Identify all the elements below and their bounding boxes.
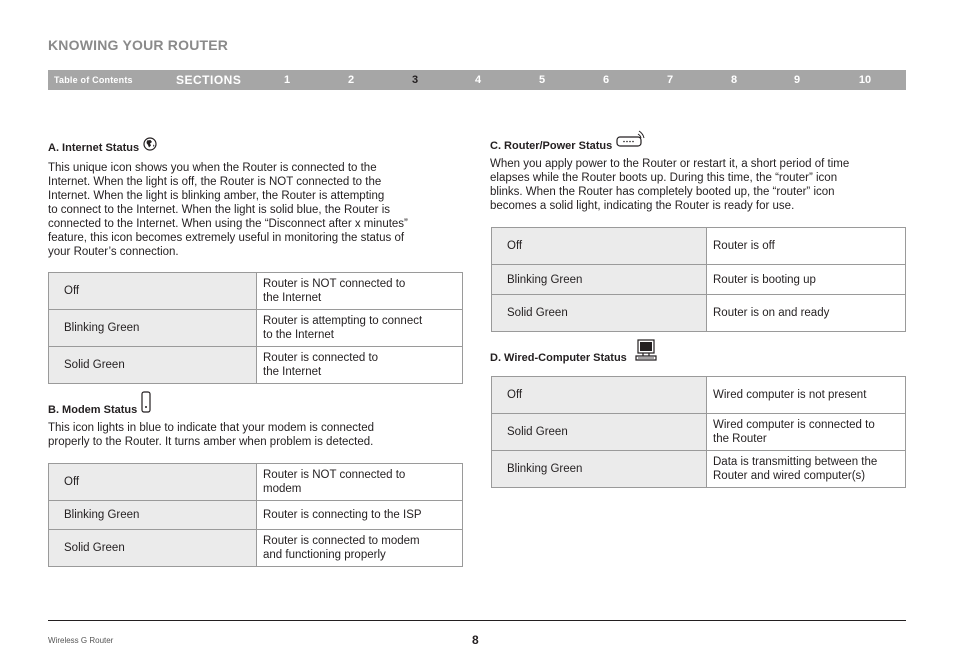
- internet-status-heading-text: A. Internet Status: [48, 142, 140, 154]
- section-link-1[interactable]: 1: [283, 74, 291, 86]
- description-line: When you apply power to the Router or restart it, a short period of time: [490, 158, 850, 170]
- meaning-cell: Router is NOT connected to the Internet: [257, 273, 463, 310]
- globe-icon: [143, 137, 157, 154]
- meaning-cell: Router is on and ready: [707, 295, 906, 332]
- modem-status-heading-text: B. Modem Status: [48, 404, 138, 416]
- description-line: This icon lights in blue to indicate that your modem is connected: [48, 422, 375, 434]
- section-link-3[interactable]: 3: [411, 74, 419, 86]
- table-row: [492, 414, 906, 451]
- state-cell: Solid Green: [49, 347, 257, 384]
- page-section-title: KNOWING YOUR ROUTER: [48, 37, 229, 53]
- state-cell: Off: [49, 464, 257, 501]
- description-line: properly to the Router. It turns amber when problem is detected.: [48, 436, 374, 448]
- state-cell: Off: [492, 377, 707, 414]
- modem-status-description: [48, 421, 374, 449]
- meaning-cell: Wired computer is connected to the Router: [707, 414, 906, 451]
- router-status-heading-text: C. Router/Power Status: [490, 140, 613, 152]
- description-line: This unique icon shows you when the Router is connected to the: [48, 162, 377, 174]
- table-row: [492, 451, 906, 488]
- description-line: Internet. When the light is blinking amber, the Router is attempting: [48, 190, 385, 202]
- table-row: [49, 347, 463, 384]
- meaning-cell: Router is connected to modem and functioning properly: [257, 530, 463, 567]
- router-status-heading: [490, 129, 646, 152]
- description-line: elapses while the Router boots up. During this time, the “router” icon: [490, 172, 838, 184]
- section-link-8[interactable]: 8: [730, 74, 738, 86]
- internet-status-heading: [48, 137, 157, 154]
- table-row: [49, 273, 463, 310]
- table-row: [492, 377, 906, 414]
- meaning-cell: Data is transmitting between the Router and wired computer(s): [707, 451, 906, 488]
- section-nav-bar: [48, 70, 906, 90]
- internet-status-table: [48, 272, 463, 384]
- description-line: Internet. When the light is off, the Router is NOT connected to the: [48, 176, 382, 188]
- wired-computer-status-heading-text: D. Wired-Computer Status: [490, 352, 627, 364]
- page-number: 8: [472, 633, 479, 647]
- state-cell: Off: [492, 228, 707, 265]
- state-cell: Off: [49, 273, 257, 310]
- sections-label: SECTIONS: [176, 73, 242, 87]
- state-cell: Solid Green: [492, 414, 707, 451]
- state-cell: Blinking Green: [492, 451, 707, 488]
- section-link-4[interactable]: 4: [474, 74, 482, 86]
- internet-status-description: [48, 161, 408, 259]
- table-row: [49, 464, 463, 501]
- meaning-cell: Router is attempting to connect to the Internet: [257, 310, 463, 347]
- description-line: connected to the Internet. When using the “Disconnect after x minutes”: [48, 218, 408, 230]
- meaning-cell: Wired computer is not present: [707, 377, 906, 414]
- router-icon: [616, 129, 646, 152]
- router-status-table: [491, 227, 906, 332]
- section-link-10[interactable]: 10: [858, 74, 872, 86]
- footer-divider: [48, 620, 906, 621]
- table-row: [492, 265, 906, 295]
- computer-icon: [635, 339, 657, 364]
- section-link-5[interactable]: 5: [538, 74, 546, 86]
- modem-icon: [141, 391, 151, 416]
- table-row: [49, 501, 463, 530]
- section-link-9[interactable]: 9: [793, 74, 801, 86]
- wired-computer-status-table: [491, 376, 906, 488]
- table-row: [49, 310, 463, 347]
- modem-status-heading: [48, 391, 151, 416]
- description-line: feature, this icon becomes extremely useful in monitoring the status of: [48, 232, 405, 244]
- state-cell: Solid Green: [492, 295, 707, 332]
- description-line: to connect to the Internet. When the light is solid blue, the Router is: [48, 204, 391, 216]
- state-cell: Blinking Green: [49, 310, 257, 347]
- meaning-cell: Router is off: [707, 228, 906, 265]
- section-link-2[interactable]: 2: [347, 74, 355, 86]
- meaning-cell: Router is connected to the Internet: [257, 347, 463, 384]
- description-line: becomes a solid light, indicating the Router is ready for use.: [490, 200, 795, 212]
- state-cell: Solid Green: [49, 530, 257, 567]
- section-link-7[interactable]: 7: [666, 74, 674, 86]
- table-row: [49, 530, 463, 567]
- meaning-cell: Router is NOT connected to modem: [257, 464, 463, 501]
- meaning-cell: Router is connecting to the ISP: [257, 501, 463, 530]
- table-of-contents-link[interactable]: Table of Contents: [54, 75, 133, 85]
- meaning-cell: Router is booting up: [707, 265, 906, 295]
- description-line: your Router’s connection.: [48, 246, 179, 258]
- state-cell: Blinking Green: [49, 501, 257, 530]
- section-link-6[interactable]: 6: [602, 74, 610, 86]
- table-row: [492, 295, 906, 332]
- router-status-description: [490, 157, 849, 213]
- table-row: [492, 228, 906, 265]
- modem-status-table: [48, 463, 463, 567]
- wired-computer-status-heading: [490, 339, 657, 364]
- footer-product-name: Wireless G Router: [48, 636, 114, 645]
- state-cell: Blinking Green: [492, 265, 707, 295]
- description-line: blinks. When the Router has completely booted up, the “router” icon: [490, 186, 835, 198]
